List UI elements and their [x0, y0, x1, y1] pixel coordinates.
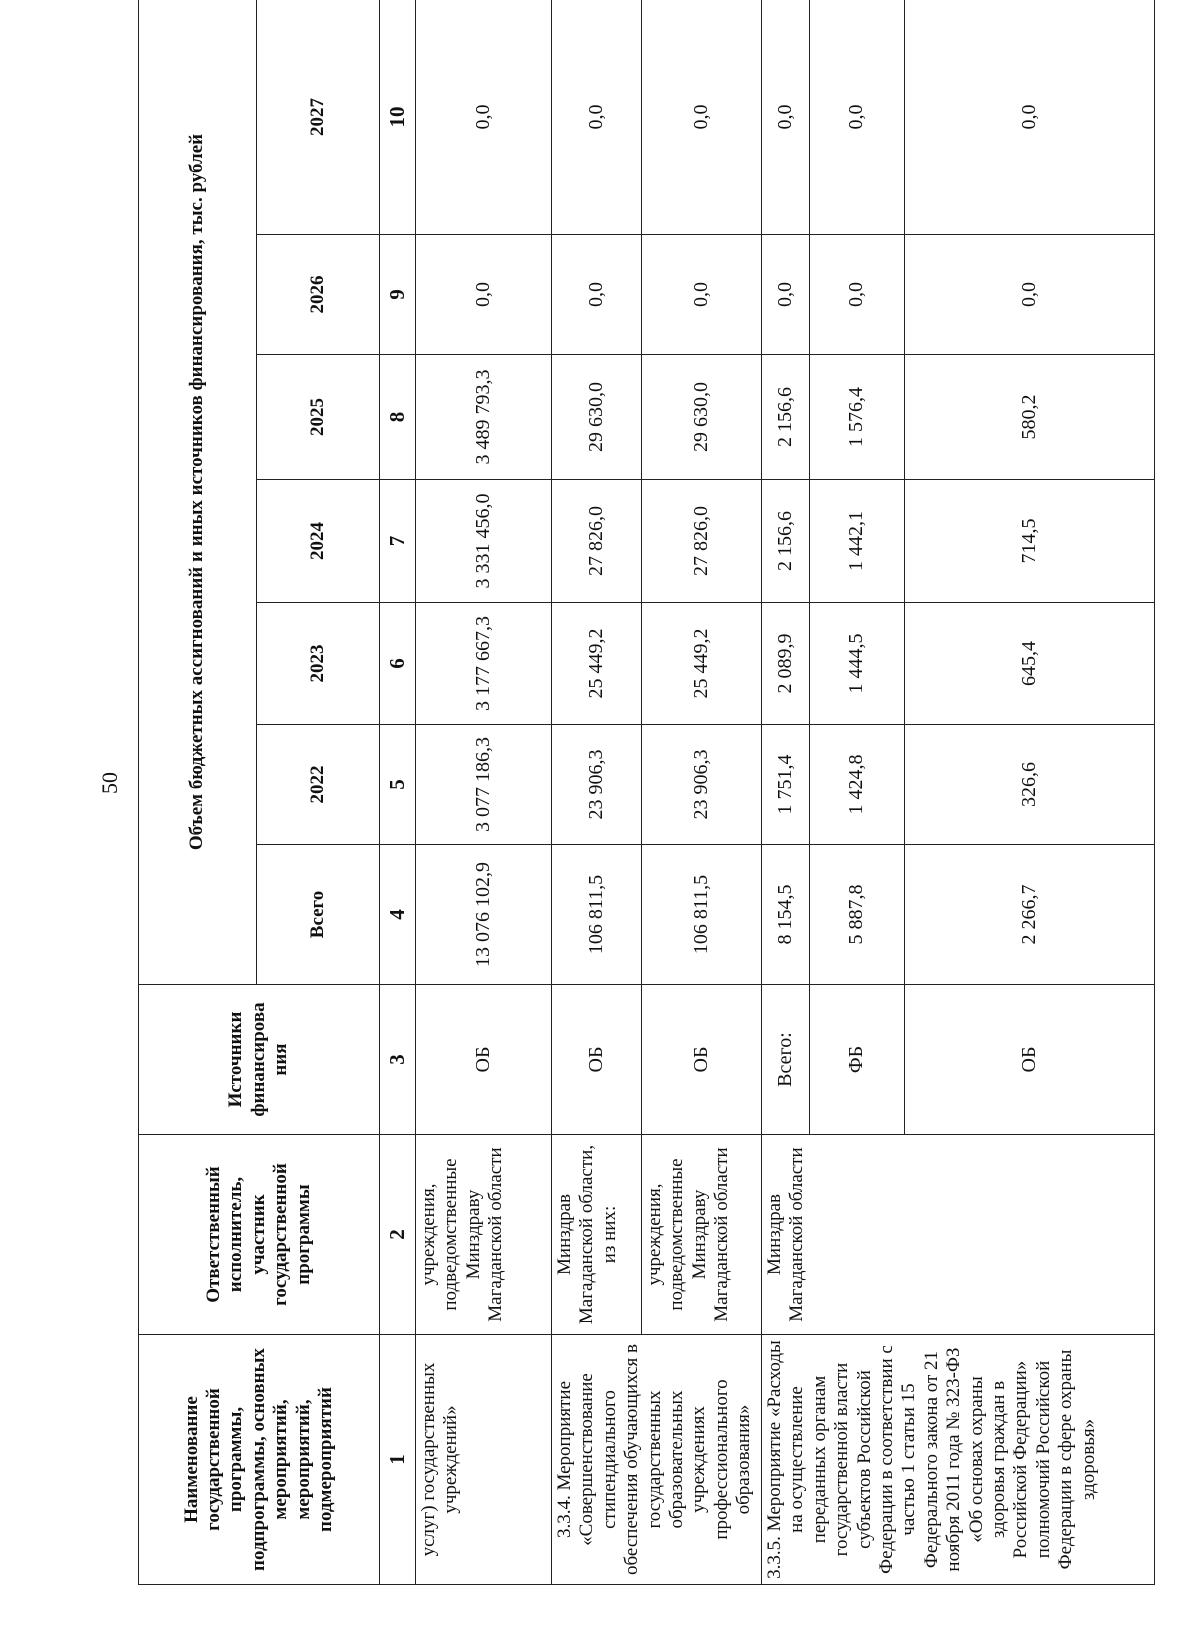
value-2025: 2 156,6: [762, 355, 810, 480]
header-name: Наименование государственной программы, подпрограммы, основных мероприятий, мероприятий, подмероприятий: [139, 1335, 380, 1585]
value-2025: 29 630,0: [642, 355, 762, 480]
value-2026: 0,0: [642, 235, 762, 355]
value-total: 2 266,7: [905, 845, 1155, 985]
column-numbers-row: [380, 0, 416, 1585]
col-number: 5: [380, 725, 416, 845]
col-number: 8: [380, 355, 416, 480]
value-2023: 25 449,2: [552, 603, 642, 725]
page-number: 50: [97, 772, 122, 794]
value-2024: 27 826,0: [552, 480, 642, 603]
value-2024: 714,5: [905, 480, 1155, 603]
header-year: 2026: [257, 235, 380, 355]
col-number: 2: [380, 1135, 416, 1335]
header-source: Источники финансирова ния: [139, 985, 380, 1135]
header-year: 2022: [257, 725, 380, 845]
header-row-1: [139, 0, 257, 1585]
row-name: услуг) государственных учреждений»: [416, 1335, 552, 1585]
col-number: 10: [380, 0, 416, 235]
value-2023: 3 177 667,3: [416, 603, 552, 725]
row-source: ОБ: [905, 985, 1155, 1135]
header-volume: Объем бюджетных ассигнований и иных источников финансирования, тыс. рублей: [139, 0, 257, 985]
value-2024: 27 826,0: [642, 480, 762, 603]
value-2024: 2 156,6: [762, 480, 810, 603]
header-executor: Ответственный исполнитель, участник государственной программы: [139, 1135, 380, 1335]
value-2027: 0,0: [416, 0, 552, 235]
table-row: [552, 0, 642, 1585]
col-number: 6: [380, 603, 416, 725]
header-total: Всего: [257, 845, 380, 985]
value-2026: 0,0: [810, 235, 905, 355]
row-name: 3.3.4. Мероприятие «Совершенствование стипендиального обеспечения обучающихся в государственных образовательных учреждениях профессионального образования»: [552, 1335, 762, 1585]
col-number: 9: [380, 235, 416, 355]
value-2026: 0,0: [552, 235, 642, 355]
col-number: 4: [380, 845, 416, 985]
value-total: 106 811,5: [552, 845, 642, 985]
value-2025: 580,2: [905, 355, 1155, 480]
financing-table: [138, 0, 1155, 1585]
value-2022: 1 751,4: [762, 725, 810, 845]
value-2023: 1 444,5: [810, 603, 905, 725]
table-row: [762, 0, 810, 1585]
value-2027: 0,0: [762, 0, 810, 235]
value-2023: 25 449,2: [642, 603, 762, 725]
row-source: Всего:: [762, 985, 810, 1135]
row-executor: учреждения, подведомственные Минздраву Магаданской области: [642, 1135, 762, 1335]
value-2024: 1 442,1: [810, 480, 905, 603]
value-2027: 0,0: [905, 0, 1155, 235]
value-2026: 0,0: [416, 235, 552, 355]
row-source: ФБ: [810, 985, 905, 1135]
value-2026: 0,0: [905, 235, 1155, 355]
row-executor: учреждения, подведомственные Минздраву Магаданской области: [416, 1135, 552, 1335]
value-2022: 23 906,3: [642, 725, 762, 845]
value-2022: 3 077 186,3: [416, 725, 552, 845]
value-total: 106 811,5: [642, 845, 762, 985]
value-total: 13 076 102,9: [416, 845, 552, 985]
row-name: 3.3.5. Мероприятие «Расходы на осуществление переданных органам государственной власти субъектов Российской Федерации в соответствии с частью 1 статьи 15 Федерального закона от 21 ноября 2011 года № 323-ФЗ «Об основах охраны здоровья граждан в Российской Федерации» полномочий Российской Федерации в сфере охраны здоровья»: [762, 1335, 1155, 1585]
row-source: ОБ: [552, 985, 642, 1135]
value-2023: 2 089,9: [762, 603, 810, 725]
rotated-page: [138, 0, 1099, 1585]
value-2022: 23 906,3: [552, 725, 642, 845]
row-executor: Минздрав Магаданской области: [762, 1135, 1155, 1335]
value-2025: 1 576,4: [810, 355, 905, 480]
row-source: ОБ: [642, 985, 762, 1135]
row-executor: Минздрав Магаданской области, из них:: [552, 1135, 642, 1335]
value-2022: 1 424,8: [810, 725, 905, 845]
header-year: 2027: [257, 0, 380, 235]
value-2026: 0,0: [762, 235, 810, 355]
value-2024: 3 331 456,0: [416, 480, 552, 603]
col-number: 1: [380, 1335, 416, 1585]
value-2027: 0,0: [552, 0, 642, 235]
col-number: 3: [380, 985, 416, 1135]
value-2027: 0,0: [810, 0, 905, 235]
table-row: [416, 0, 552, 1585]
value-2022: 326,6: [905, 725, 1155, 845]
header-year: 2024: [257, 480, 380, 603]
value-2027: 0,0: [642, 0, 762, 235]
col-number: 7: [380, 480, 416, 603]
value-total: 5 887,8: [810, 845, 905, 985]
header-year: 2023: [257, 603, 380, 725]
header-year: 2025: [257, 355, 380, 480]
value-2023: 645,4: [905, 603, 1155, 725]
row-source: ОБ: [416, 985, 552, 1135]
value-2025: 3 489 793,3: [416, 355, 552, 480]
value-2025: 29 630,0: [552, 355, 642, 480]
value-total: 8 154,5: [762, 845, 810, 985]
